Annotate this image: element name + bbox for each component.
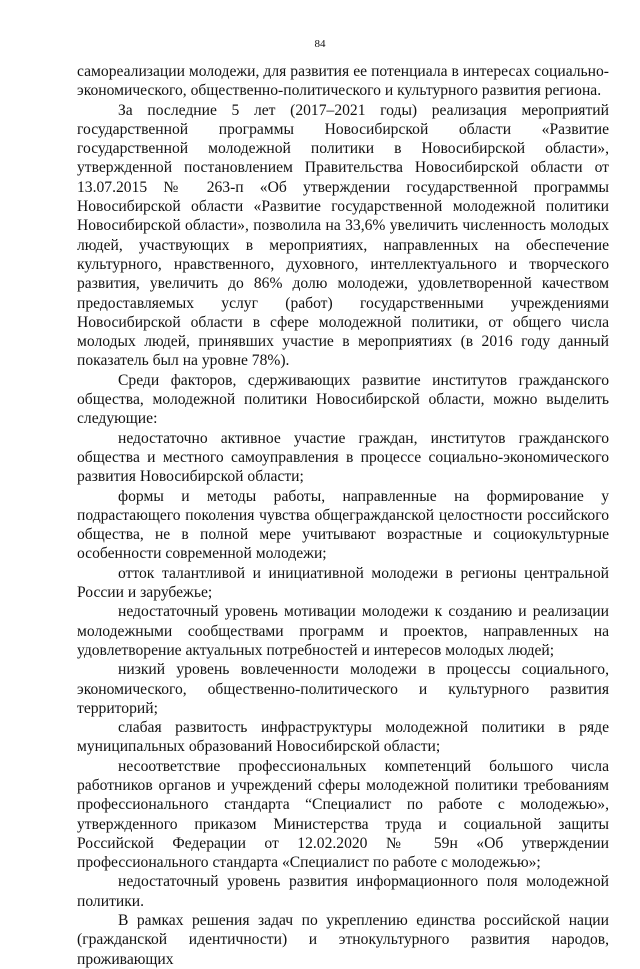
list-item: недостаточный уровень развития информационного поля молодежной политики. [77,873,609,910]
list-item: недостаточно активное участие граждан, институтов гражданского общества и местного самоуправления в процессе социально-экономического развития Новосибирской области; [77,429,609,486]
list-item: формы и методы работы, направленные на формирование у подрастающего поколения чувства общегражданской целостности российского общества, не в полной мере учитывают возрастные и социокультурные особенности современной молодежи; [77,487,609,563]
paragraph: самореализации молодежи, для развития ее потенциала в интересах социально-экономического, общественно-политического и культурного развития региона. [77,63,609,100]
paragraph: В рамках решения задач по укреплению единства российской нации (гражданской идентичности) и этнокультурного развития народов, проживающих [77,912,609,968]
list-item: несоответствие профессиональных компетенций большого числа работников органов и учреждений сферы молодежной политики требованиям профессионального стандарта “Специалист по работе с молодежью», утвержденного приказом Министерства труда и социальной защиты Российской Федерации от 12.02.2020 № 59н «Об утверждении профессионального стандарта «Специалист по работе с молодежью»; [77,757,609,872]
paragraph: Среди факторов, сдерживающих развитие институтов гражданского общества, молодежной политики Новосибирской области, можно выделить следующие: [77,371,609,428]
page-number: 84 [314,38,326,50]
list-item: низкий уровень вовлеченности молодежи в процессы социального, экономического, общественно-политического и культурного развития территорий; [77,661,609,717]
list-item: недостаточный уровень мотивации молодежи к созданию и реализации молодежными сообществами программ и проектов, направленных на удовлетворение актуальных потребностей и интересов молодых людей; [77,603,609,659]
document-body [77,62,609,969]
list-item: слабая развитость инфраструктуры молодежной политики в ряде муниципальных образований Новосибирской области; [77,719,609,756]
list-item: отток талантливой и инициативной молодежи в регионы центральной России и зарубежье; [77,564,609,602]
paragraph: За последние 5 лет (2017–2021 годы) реализация мероприятий государственной программы Новосибирской области «Развитие государственной молодежной политики в Новосибирской области», утвержденной постановлением Правительства Новосибирской области от 13.07.2015 № 263-п «Об утверждении государственной программы Новосибирской области «Развитие государственной молодежной политики Новосибирской области», позволила на 33,6% увеличить численность молодых людей, участвующих в мероприятиях, направленных на обеспечение культурного, нравственного, духовного, интеллектуального и творческого развития, увеличить до 86% долю молодежи, удовлетворенной качеством предоставляемых услуг (работ) государственными учреждениями Новосибирской области в сфере молодежной политики, от общего числа молодых людей, принявших участие в мероприятиях (в 2016 году данный показатель был на уровне 78%). [77,101,609,370]
